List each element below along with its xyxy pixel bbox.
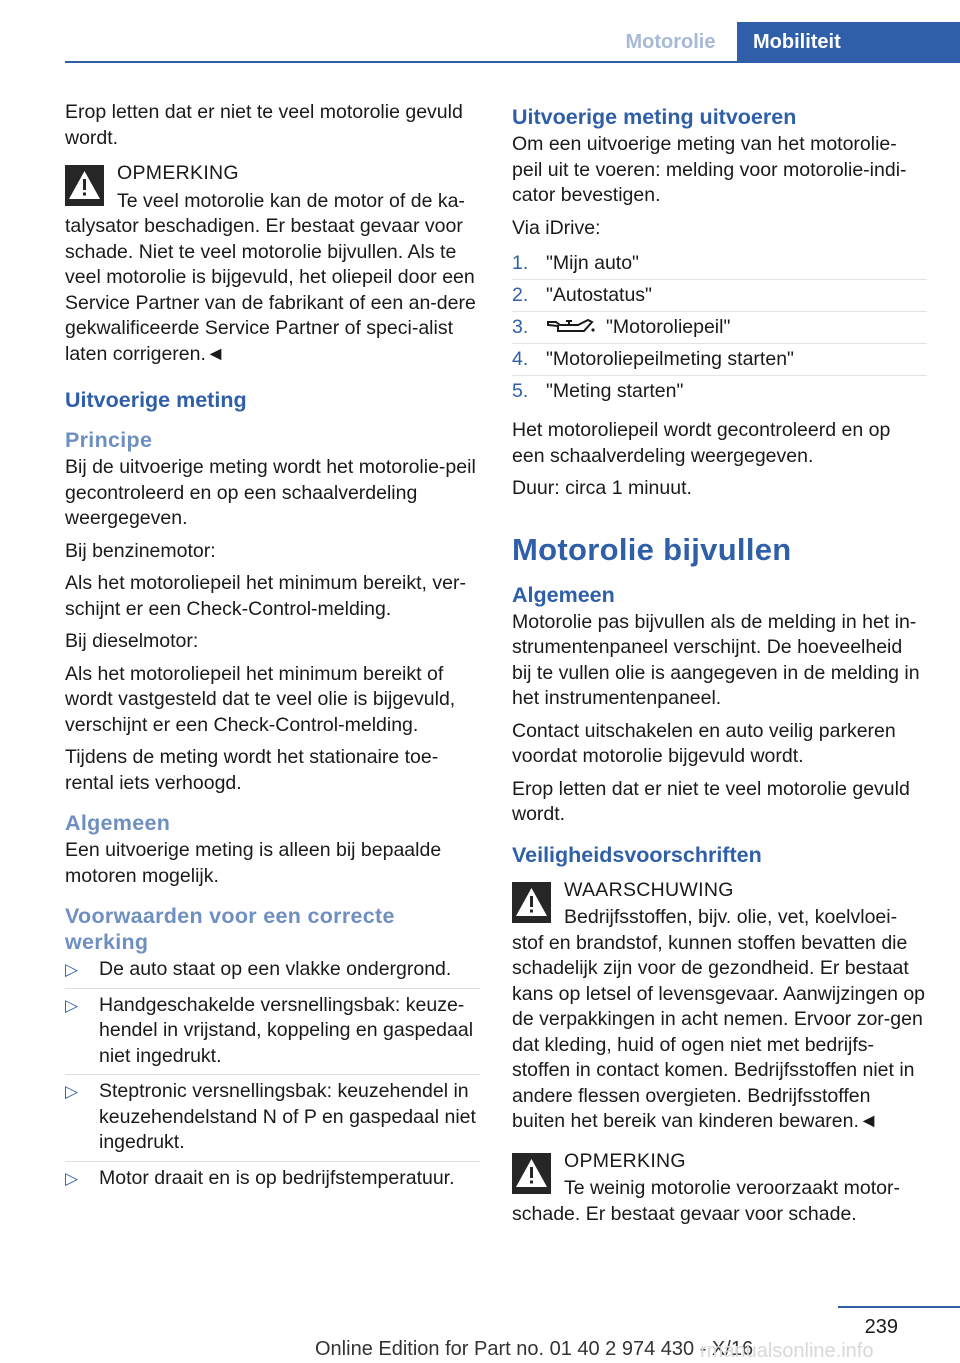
paragraph: Motorolie pas bijvullen als de melding in het in-strumentenpaneel verschijnt. De hoeveelheid bij te vullen olie is aangegeven in de melding in het instrumentenpaneel. [512,610,920,709]
header-rule [65,61,960,63]
watermark: rmanualsonline.info [700,1340,874,1362]
heading-motorolie-bijvullen: Motorolie bijvullen [512,531,792,567]
paragraph: Erop letten dat er niet te veel motorolie gevuld wordt. [65,101,463,149]
warning-box [512,878,927,1135]
list-item [65,993,480,1070]
triangle-bullet-icon: ▷ [65,1168,79,1188]
warning-triangle-icon [512,1153,551,1194]
note-box [65,161,480,367]
list-item-text: Steptronic versnellingsbak: keuzehendel in keuzehendelstand N of P en gaspedaal niet ingedrukt. [99,1080,476,1153]
note-first-line: Te weinig motorolie veroorzaakt motor- [564,1177,900,1199]
step-item [512,315,927,347]
note-heading: OPMERKING [117,162,239,184]
paragraph: Een uitvoerige meting is alleen bij bepaalde motoren mogelijk. [65,839,442,887]
step-item [512,379,927,411]
note-first-line: Te veel motorolie kan de motor of de ka- [117,189,465,212]
heading-voorwaarden: Voorwaarden voor een correcte werking [65,904,395,954]
step-item [512,283,927,315]
tab-mobiliteit[interactable]: Mobiliteit [737,22,960,62]
list-item-text: Handgeschakelde versnellingsbak: keuze-hendel in vrijstand, koppeling en gaspedaal niet ingedrukt. [99,993,474,1067]
note-box [512,1149,927,1228]
warning-text: stof en brandstof, kunnen stoffen bevatten die schadelijk zijn voor de gezondheid. Er bestaat kans op letsel of levensgevaar. Aanwijzingen op de verpakkingen in acht nemen. Ervoor zor-gen dat kleding, huid of ogen niet met bedrijfs-stoffen in contact komen. Bedrijfsstoffen niet in andere flessen overgieten. Bedrijfsstoffen buiten het bereik van kinderen bewaren.◄ [512,931,926,1132]
triangle-bullet-icon: ▷ [65,1082,79,1101]
paragraph: Bij dieselmotor: [65,630,199,652]
list-item-text: Motor draait en is op bedrijfstemperatuur. [99,1166,455,1189]
step-text: "Meting starten" [546,380,684,402]
note-text: talysator beschadigen. Er bestaat gevaar voor schade. Niet te veel motorolie bijvullen. Als te veel motorolie is bijgevuld, het oliepeil door een Service Partner van de fabrikant of een an-dere gekwalificeerde Service Partner of speci-alist laten corrigeren.◄ [65,215,476,365]
paragraph: Bij benzinemotor: [65,539,216,562]
list-item [65,1079,480,1156]
heading-principe: Principe [65,428,153,452]
paragraph: Als het motoroliepeil het minimum bereikt of wordt vastgesteld dat te veel olie is bijgevuld, verschijnt er een Check-Control-melding. [65,662,456,736]
step-number: 3. [512,316,529,338]
paragraph: Contact uitschakelen en auto veilig parkeren voordat motorolie bijgevuld wordt. [512,719,896,767]
oil-can-icon [546,316,596,336]
edition-text: Online Edition for Part no. 01 40 2 974 430 - X/16 [315,1338,754,1360]
note-text: schade. Er bestaat gevaar voor schade. [512,1202,857,1225]
step-number: 1. [512,252,529,274]
heading-uitvoerige-meting: Uitvoerige meting [65,388,247,412]
triangle-bullet-icon: ▷ [65,960,79,979]
note-heading: OPMERKING [564,1149,686,1172]
warning-first-line: Bedrijfsstoffen, bijv. olie, vet, koelvloei- [564,906,898,928]
heading-uitvoeren: Uitvoerige meting uitvoeren [512,105,797,129]
paragraph: Als het motoroliepeil het minimum bereikt, ver-schijnt er een Check-Control-melding. [65,572,466,620]
tab-motorolie[interactable]: Motorolie [625,31,716,53]
paragraph: Tijdens de meting wordt het stationaire toe-rental iets verhoogd. [65,746,439,794]
step-number: 2. [512,284,529,306]
triangle-bullet-icon: ▷ [65,995,79,1015]
list-item [65,1166,480,1192]
paragraph: Erop letten dat er niet te veel motorolie gevuld wordt. [512,777,910,825]
paragraph: Om een uitvoerige meting van het motorolie-peil uit te voeren: melding voor motorolie-indi-cator bevestigen. [512,133,907,206]
heading-algemeen: Algemeen [512,582,615,607]
right-column [512,100,927,1234]
paragraph: Via iDrive: [512,216,601,239]
paragraph: Bij de uitvoerige meting wordt het motorolie-peil gecontroleerd en op een schaalverdeling weergegeven. [65,456,476,529]
step-text: "Autostatus" [546,284,652,306]
step-item [512,251,927,283]
page-footer [0,1306,960,1362]
list-item-text: De auto staat op een vlakke ondergrond. [99,958,452,980]
paragraph: Duur: circa 1 minuut. [512,477,692,499]
step-list [512,251,927,411]
warning-heading: WAARSCHUWING [564,878,734,901]
step-text: "Motoroliepeilmeting starten" [546,348,794,370]
heading-algemeen: Algemeen [65,811,171,835]
page-number: 239 [864,1316,898,1338]
paragraph: Het motoroliepeil wordt gecontroleerd en op een schaalverdeling weergegeven. [512,419,891,467]
warning-triangle-icon [65,165,104,206]
warning-triangle-icon [512,882,551,923]
heading-veiligheid: Veiligheidsvoorschriften [512,842,762,867]
step-text: "Motoroliepeil" [606,316,731,338]
step-text: "Mijn auto" [546,252,639,274]
footer-rule [838,1306,960,1308]
list-item [65,957,480,983]
page-header [0,0,960,62]
step-number: 5. [512,380,529,402]
step-item [512,347,927,379]
step-number: 4. [512,348,529,370]
bullet-list [65,957,480,1191]
left-column [65,100,480,1201]
